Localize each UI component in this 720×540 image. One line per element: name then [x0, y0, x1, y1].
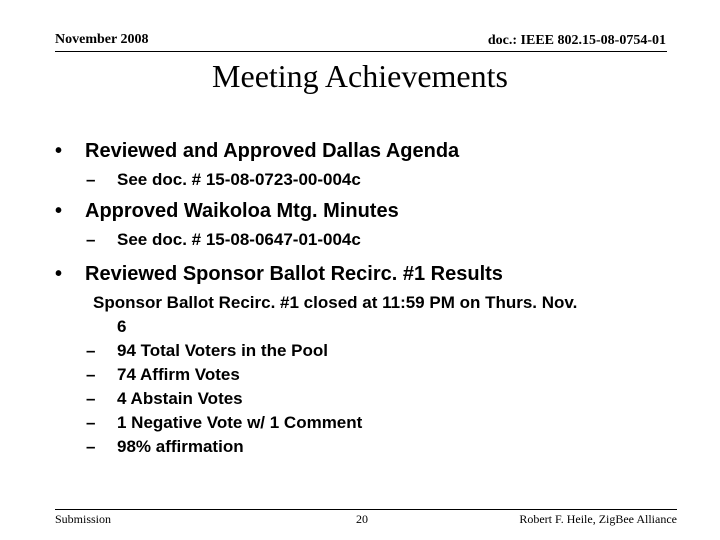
sub-bullet-text: 94 Total Voters in the Pool: [117, 341, 328, 360]
bullet-dot: •: [55, 200, 63, 222]
sub-bullet-text: 4 Abstain Votes: [117, 389, 243, 408]
sub-bullet-text: See doc. # 15-08-0723-00-004c: [117, 170, 361, 189]
sub-bullet-dash: –: [86, 437, 96, 456]
sub-bullet-text: See doc. # 15-08-0647-01-004c: [117, 230, 361, 249]
footer-author: Robert F. Heile, ZigBee Alliance: [519, 512, 677, 526]
ballot-note-line: 6: [117, 317, 127, 336]
bullet-text: Reviewed and Approved Dallas Agenda: [85, 140, 460, 162]
bullet-text: Approved Waikoloa Mtg. Minutes: [85, 200, 399, 222]
ballot-note-line: Sponsor Ballot Recirc. #1 closed at 11:59 PM on Thurs. Nov.: [93, 293, 578, 312]
sub-bullet-dash: –: [86, 365, 96, 384]
sub-bullet-text: 1 Negative Vote w/ 1 Comment: [117, 413, 363, 432]
slide-title: Meeting Achievements: [212, 58, 508, 94]
header-date: November 2008: [55, 32, 149, 47]
header-doc-id: doc.: IEEE 802.15-08-0754-01: [487, 33, 666, 48]
footer-submission: Submission: [55, 512, 112, 526]
sub-bullet-dash: –: [86, 341, 96, 360]
bullet-dot: •: [55, 140, 63, 162]
sub-bullet-dash: –: [86, 170, 96, 189]
header-divider: [55, 51, 667, 52]
bullet-text: Reviewed Sponsor Ballot Recirc. #1 Results: [85, 263, 503, 285]
footer-divider: [55, 509, 677, 510]
sub-bullet-dash: –: [86, 389, 96, 408]
sub-bullet-dash: –: [86, 230, 96, 249]
sub-bullet-dash: –: [86, 413, 96, 432]
bullet-dot: •: [55, 263, 63, 285]
sub-bullet-text: 98% affirmation: [117, 437, 244, 456]
sub-bullet-text: 74 Affirm Votes: [117, 365, 240, 384]
page-number: 20: [356, 512, 368, 526]
